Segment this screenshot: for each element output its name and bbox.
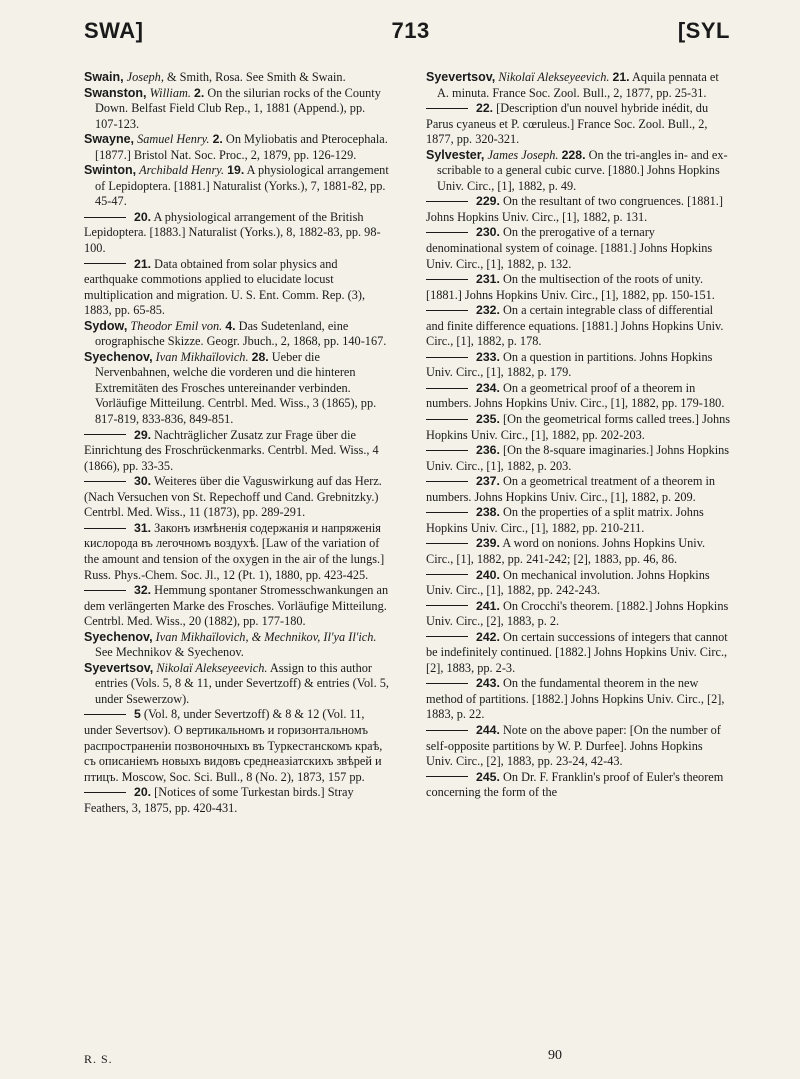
entry-author: Syechenov, — [84, 349, 153, 364]
entry-text: Das Sudetenland, eine orographische Skizze. Geogr. Jbuch., 2, 1868, pp. 140-167. — [95, 318, 387, 349]
bibliography-entry — [426, 443, 732, 474]
entry-number: 234. — [476, 380, 500, 395]
bibliography-entry — [426, 723, 732, 770]
entry-number: 242. — [476, 629, 500, 644]
ditto-dash — [426, 388, 468, 389]
bibliography-entry — [84, 630, 390, 661]
bibliography-entry — [426, 101, 732, 148]
ditto-dash — [426, 776, 468, 777]
bibliography-entry — [426, 770, 732, 801]
entry-text: Законъ измѣненія содержанія и напряженія кислорода въ легочномъ воздухѣ. [Law of the variation of the amount and tension of the oxygen in the air of the lungs.] Russ. Phys.-Chem. Soc. Jl., 12 (Pt. 1), 1880, pp. 423-425. — [84, 520, 385, 582]
entry-text: On Crocchi's theorem. [1882.] Johns Hopkins Univ. Circ., [2], 1883, p. 2. — [426, 598, 729, 629]
entry-text: Hemmung spontaner Stromesschwankungen an dem verlängerten Marke des Frosches. Vorläufige Mitteilung. Centrbl. Med. Wiss., 20 (1882), pp. 177-180. — [84, 583, 389, 629]
entry-text: A physiological arrangement of the British Lepidoptera. [1883.] Naturalist (Yorks.), 8, 1882-83, pp. 98-100. — [84, 209, 381, 256]
bibliography-entry — [426, 225, 732, 272]
entry-text: On the fundamental theorem in the new method of partitions. [1882.] Johns Hopkins Univ. Circ., [2], 1883, p. 22. — [426, 676, 725, 722]
entry-number: 22. — [476, 101, 494, 116]
bibliography-entry — [84, 86, 390, 133]
entry-given-name: James Joseph. — [487, 147, 559, 162]
entry-text: On the multisection of the roots of unity. [1881.] Johns Hopkins Univ. Circ., [1], 1882, pp. 150-151. — [426, 272, 715, 302]
entry-text: On the properties of a split matrix. Johns Hopkins Univ. Circ., [1], 1882, pp. 210-211. — [426, 505, 704, 535]
entry-author: Swayne, — [84, 132, 135, 147]
entry-number: 31. — [134, 520, 152, 535]
entry-number: 240. — [476, 567, 500, 582]
entry-text: On Dr. F. Franklin's proof of Euler's theorem concerning the form of the — [426, 769, 724, 800]
entry-text: See Mechnikov & Syechenov. — [95, 645, 244, 660]
entry-text: On the tri-angles in- and ex-scribable to a general cubic curve. [1880.] Johns Hopkins Univ. Circ., [1], 1882, p. 49. — [437, 147, 728, 193]
bibliography-entry — [84, 583, 390, 630]
sheet-number: 90 — [548, 1048, 562, 1063]
bibliography-entry — [426, 568, 732, 599]
ditto-dash — [84, 481, 126, 482]
ditto-dash — [84, 528, 126, 529]
entry-number: 243. — [476, 676, 500, 691]
ditto-dash — [84, 590, 126, 591]
page-header — [84, 18, 730, 48]
entry-text: On Myliobatis and Pterocephala. [1877.] Bristol Nat. Soc. Proc., 2, 1879, pp. 126-129. — [95, 132, 388, 162]
ditto-dash — [426, 683, 468, 684]
bibliography-entry — [84, 319, 390, 350]
entry-number: 32. — [134, 583, 152, 598]
bibliography-entry — [84, 707, 390, 785]
ditto-dash — [426, 574, 468, 575]
bibliography-entry — [84, 521, 390, 583]
ditto-dash — [426, 310, 468, 311]
ditto-dash — [426, 605, 468, 606]
entry-text: [Notices of some Turkestan birds.] Stray Feathers, 3, 1875, pp. 420-431. — [84, 785, 354, 815]
entry-number: 21. — [134, 256, 152, 271]
bibliography-entry — [426, 272, 732, 303]
ditto-dash — [84, 263, 126, 264]
entry-author: Swinton, — [84, 163, 137, 178]
ditto-dash — [426, 730, 468, 731]
entry-number: 237. — [476, 474, 500, 489]
entry-author: Swain, — [84, 70, 124, 84]
entry-text: Assign to this author entries (Vols. 5, 8 & 11, under Severtzoff) & entries (Vol. 5, under Ssewerzow). — [95, 660, 389, 706]
ditto-dash — [426, 419, 468, 420]
entry-text: On a question in partitions. Johns Hopkins Univ. Circ., [1], 1882, p. 179. — [426, 349, 713, 380]
entry-number: 241. — [476, 598, 500, 613]
entry-author: Syevertsov, — [426, 70, 496, 84]
entry-text: [Description d'un nouvel hybride inédit, du Parus cyaneus et P. cœruleus.] France Soc. Zool. Bull., 2, 1877, pp. 320-321. — [426, 101, 709, 147]
entry-given-name: Theodor Emil von. — [130, 318, 223, 333]
bibliography-entry — [426, 599, 732, 630]
entry-author: Syechenov, — [84, 629, 153, 644]
signature-mark: R. S. — [84, 1052, 113, 1066]
entry-text: A physiological arrangement of Lepidoptera. [1881.] Naturalist (Yorks.), 7, 1881-82, pp. 45-47. — [95, 163, 389, 209]
entry-text: & Smith, Rosa. See Smith & Swain. — [166, 70, 346, 84]
entry-text: A word on nonions. Johns Hopkins Univ. Circ., [1], 1882, pp. 241-242; [2], 1883, pp. 46, 86. — [426, 536, 706, 566]
ditto-dash — [84, 217, 126, 218]
page-number: 713 — [391, 18, 430, 43]
bibliography-entry — [84, 785, 390, 816]
entry-number: 20. — [134, 209, 152, 224]
index-columns — [84, 70, 732, 816]
entry-text: [On the 8-square imaginaries.] Johns Hopkins Univ. Circ., [1], 1882, p. 203. — [426, 443, 730, 473]
entry-text: Nachträglicher Zusatz zur Frage über die Einrichtung des Froschrückenmarks. Centrbl. Med. Wiss., 4 (1866), pp. 33-35. — [84, 427, 379, 473]
entry-given-name: Nikolaï Alekseyeevich. — [498, 70, 610, 84]
entry-given-name: Ivan Mikhaïlovich. — [155, 349, 249, 364]
entry-text: On the silurian rocks of the County Down. Belfast Field Club Rep., 1, 1881 (Append.), pp. 107-123. — [95, 85, 381, 131]
entry-given-name: Ivan Mikhaïlovich, & Mechnikov, Il'ya Il'ich. — [155, 629, 377, 644]
bibliography-entry — [426, 630, 732, 677]
entry-number: 232. — [476, 303, 500, 318]
entry-number: 231. — [476, 272, 500, 287]
bibliography-entry — [426, 303, 732, 350]
ditto-dash — [426, 232, 468, 233]
ditto-dash — [84, 434, 126, 435]
entry-number: 29. — [134, 427, 152, 442]
ditto-dash — [426, 450, 468, 451]
entry-author: Sylvester, — [426, 147, 485, 162]
entry-given-name: Joseph, — [126, 70, 164, 84]
entry-number: 2. — [212, 132, 223, 147]
entry-text: Note on the above paper: [On the number of self-opposite partitions by W. P. Durfee]. Johns Hopkins Univ. Circ., [2], 1883, pp. 23-24, 42-43. — [426, 722, 721, 769]
bibliography-entry — [84, 661, 390, 708]
entry-number: 244. — [476, 722, 500, 737]
entry-number: 230. — [476, 225, 500, 240]
bibliography-entry — [84, 257, 390, 319]
bibliography-entry — [426, 148, 732, 195]
entry-number: 5 — [134, 707, 141, 722]
entry-text: On the resultant of two congruences. [1881.] Johns Hopkins Univ. Circ., [1], 1882, p. 131. — [426, 194, 723, 224]
entry-number: 21. — [612, 70, 630, 84]
header-left: SWA] — [84, 18, 144, 43]
entry-number: 4. — [225, 318, 236, 333]
bibliography-entry — [84, 70, 390, 86]
entry-number: 233. — [476, 349, 500, 364]
entry-author: Sydow, — [84, 318, 128, 333]
entry-number: 245. — [476, 769, 500, 784]
entry-author: Syevertsov, — [84, 660, 154, 675]
bibliography-entry — [84, 428, 390, 475]
entry-number: 19. — [227, 163, 245, 178]
entry-number: 239. — [476, 536, 500, 551]
entry-number: 228. — [561, 147, 586, 162]
entry-text: Ueber die Nervenbahnen, welche die vorderen und die hinteren Extremitäten des Frosches untereinander verbinden. Vorläufige Mitteilung. Centrbl. Med. Wiss., 3 (1865), pp. 817-819, 833-836, 849-851. — [95, 349, 377, 427]
ditto-dash — [426, 201, 468, 202]
bibliography-entry — [426, 381, 732, 412]
bibliography-entry — [426, 70, 732, 101]
ditto-dash — [426, 543, 468, 544]
entry-text: Weiteres über die Vaguswirkung auf das Herz. (Nach Versuchen von St. Repechoff und Cand. Grebnitzky.) Centrbl. Med. Wiss., 11 (1873), pp. 289-291. — [84, 474, 382, 520]
ditto-dash — [84, 792, 126, 793]
entry-text: On a certain integrable class of differential and finite difference equations. [1881.] Johns Hopkins Univ. Circ., [1], 1882, p. 178. — [426, 303, 724, 349]
entry-author: Swanston, — [84, 85, 147, 100]
bibliography-entry — [426, 536, 732, 567]
ditto-dash — [426, 512, 468, 513]
bibliography-entry — [84, 210, 390, 257]
entry-text: On certain successions of integers that cannot be indefinitely continued. [1882.] Johns Hopkins Univ. Circ., [2], 1883, pp. 2-3. — [426, 629, 728, 675]
ditto-dash — [426, 357, 468, 358]
header-right: [SYL — [677, 18, 730, 43]
entry-number: 2. — [194, 85, 205, 100]
entry-number: 20. — [134, 785, 152, 800]
bibliography-entry — [426, 505, 732, 536]
bibliography-entry — [426, 474, 732, 505]
entry-number: 238. — [476, 505, 500, 520]
entry-text: (Vol. 8, under Severtzoff) & 8 & 12 (Vol. 11, under Severtsov). О вертикальномъ и горизонтальномъ распространеніи позвоночныхъ въ Туркестанскомъ краѣ, съ описаніемъ новыхъ видовъ среднеазіатскихъ звѣрей и птицъ. Moscow, Soc. Sci. Bull., 8 (No. 2), 1873, 157 pp. — [84, 707, 383, 784]
entry-text: Aquila pennata et A. minuta. France Soc. Zool. Bull., 2, 1877, pp. 25-31. — [437, 70, 719, 100]
entry-text: On mechanical involution. Johns Hopkins Univ. Circ., [1], 1882, pp. 242-243. — [426, 567, 710, 598]
bibliography-entry — [84, 350, 390, 428]
ditto-dash — [426, 636, 468, 637]
entry-text: [On the geometrical forms called trees.] Johns Hopkins Univ. Circ., [1], 1882, pp. 202-203. — [426, 412, 731, 442]
bibliography-entry — [84, 474, 390, 521]
entry-text: Data obtained from solar physics and earthquake commotions applied to elucidate locust multiplication and migration. U. S. Ent. Comm. Rep. (3), 1883, pp. 65-85. — [84, 256, 366, 318]
entry-number: 30. — [134, 474, 152, 489]
entry-given-name: Archibald Henry. — [139, 163, 225, 178]
bibliography-entry — [426, 676, 732, 723]
entry-number: 28. — [251, 349, 269, 364]
ditto-dash — [426, 279, 468, 280]
entry-text: On a geometrical proof of a theorem in numbers. Johns Hopkins Univ. Circ., [1], 1882, pp. 179-180. — [426, 380, 725, 411]
ditto-dash — [426, 108, 468, 109]
entry-given-name: William. — [149, 85, 191, 100]
ditto-dash — [84, 714, 126, 715]
entry-text: On a geometrical treatment of a theorem in numbers. Johns Hopkins Univ. Circ., [1], 1882, p. 209. — [426, 474, 716, 504]
entry-number: 236. — [476, 443, 500, 458]
ditto-dash — [426, 481, 468, 482]
entry-number: 235. — [476, 412, 500, 427]
entry-given-name: Nikolaï Alekseyeevich. — [156, 660, 268, 675]
bibliography-entry — [84, 132, 390, 163]
right-column — [426, 70, 732, 816]
bibliography-entry — [426, 194, 732, 225]
bibliography-entry — [426, 350, 732, 381]
bibliography-entry — [84, 163, 390, 210]
left-column — [84, 70, 390, 816]
entry-number: 229. — [476, 194, 500, 209]
entry-text: On the prerogative of a ternary denominational system of coinage. [1881.] Johns Hopkins Univ. Circ., [1], 1882, p. 132. — [426, 225, 713, 271]
bibliography-entry — [426, 412, 732, 443]
entry-given-name: Samuel Henry. — [137, 132, 210, 147]
